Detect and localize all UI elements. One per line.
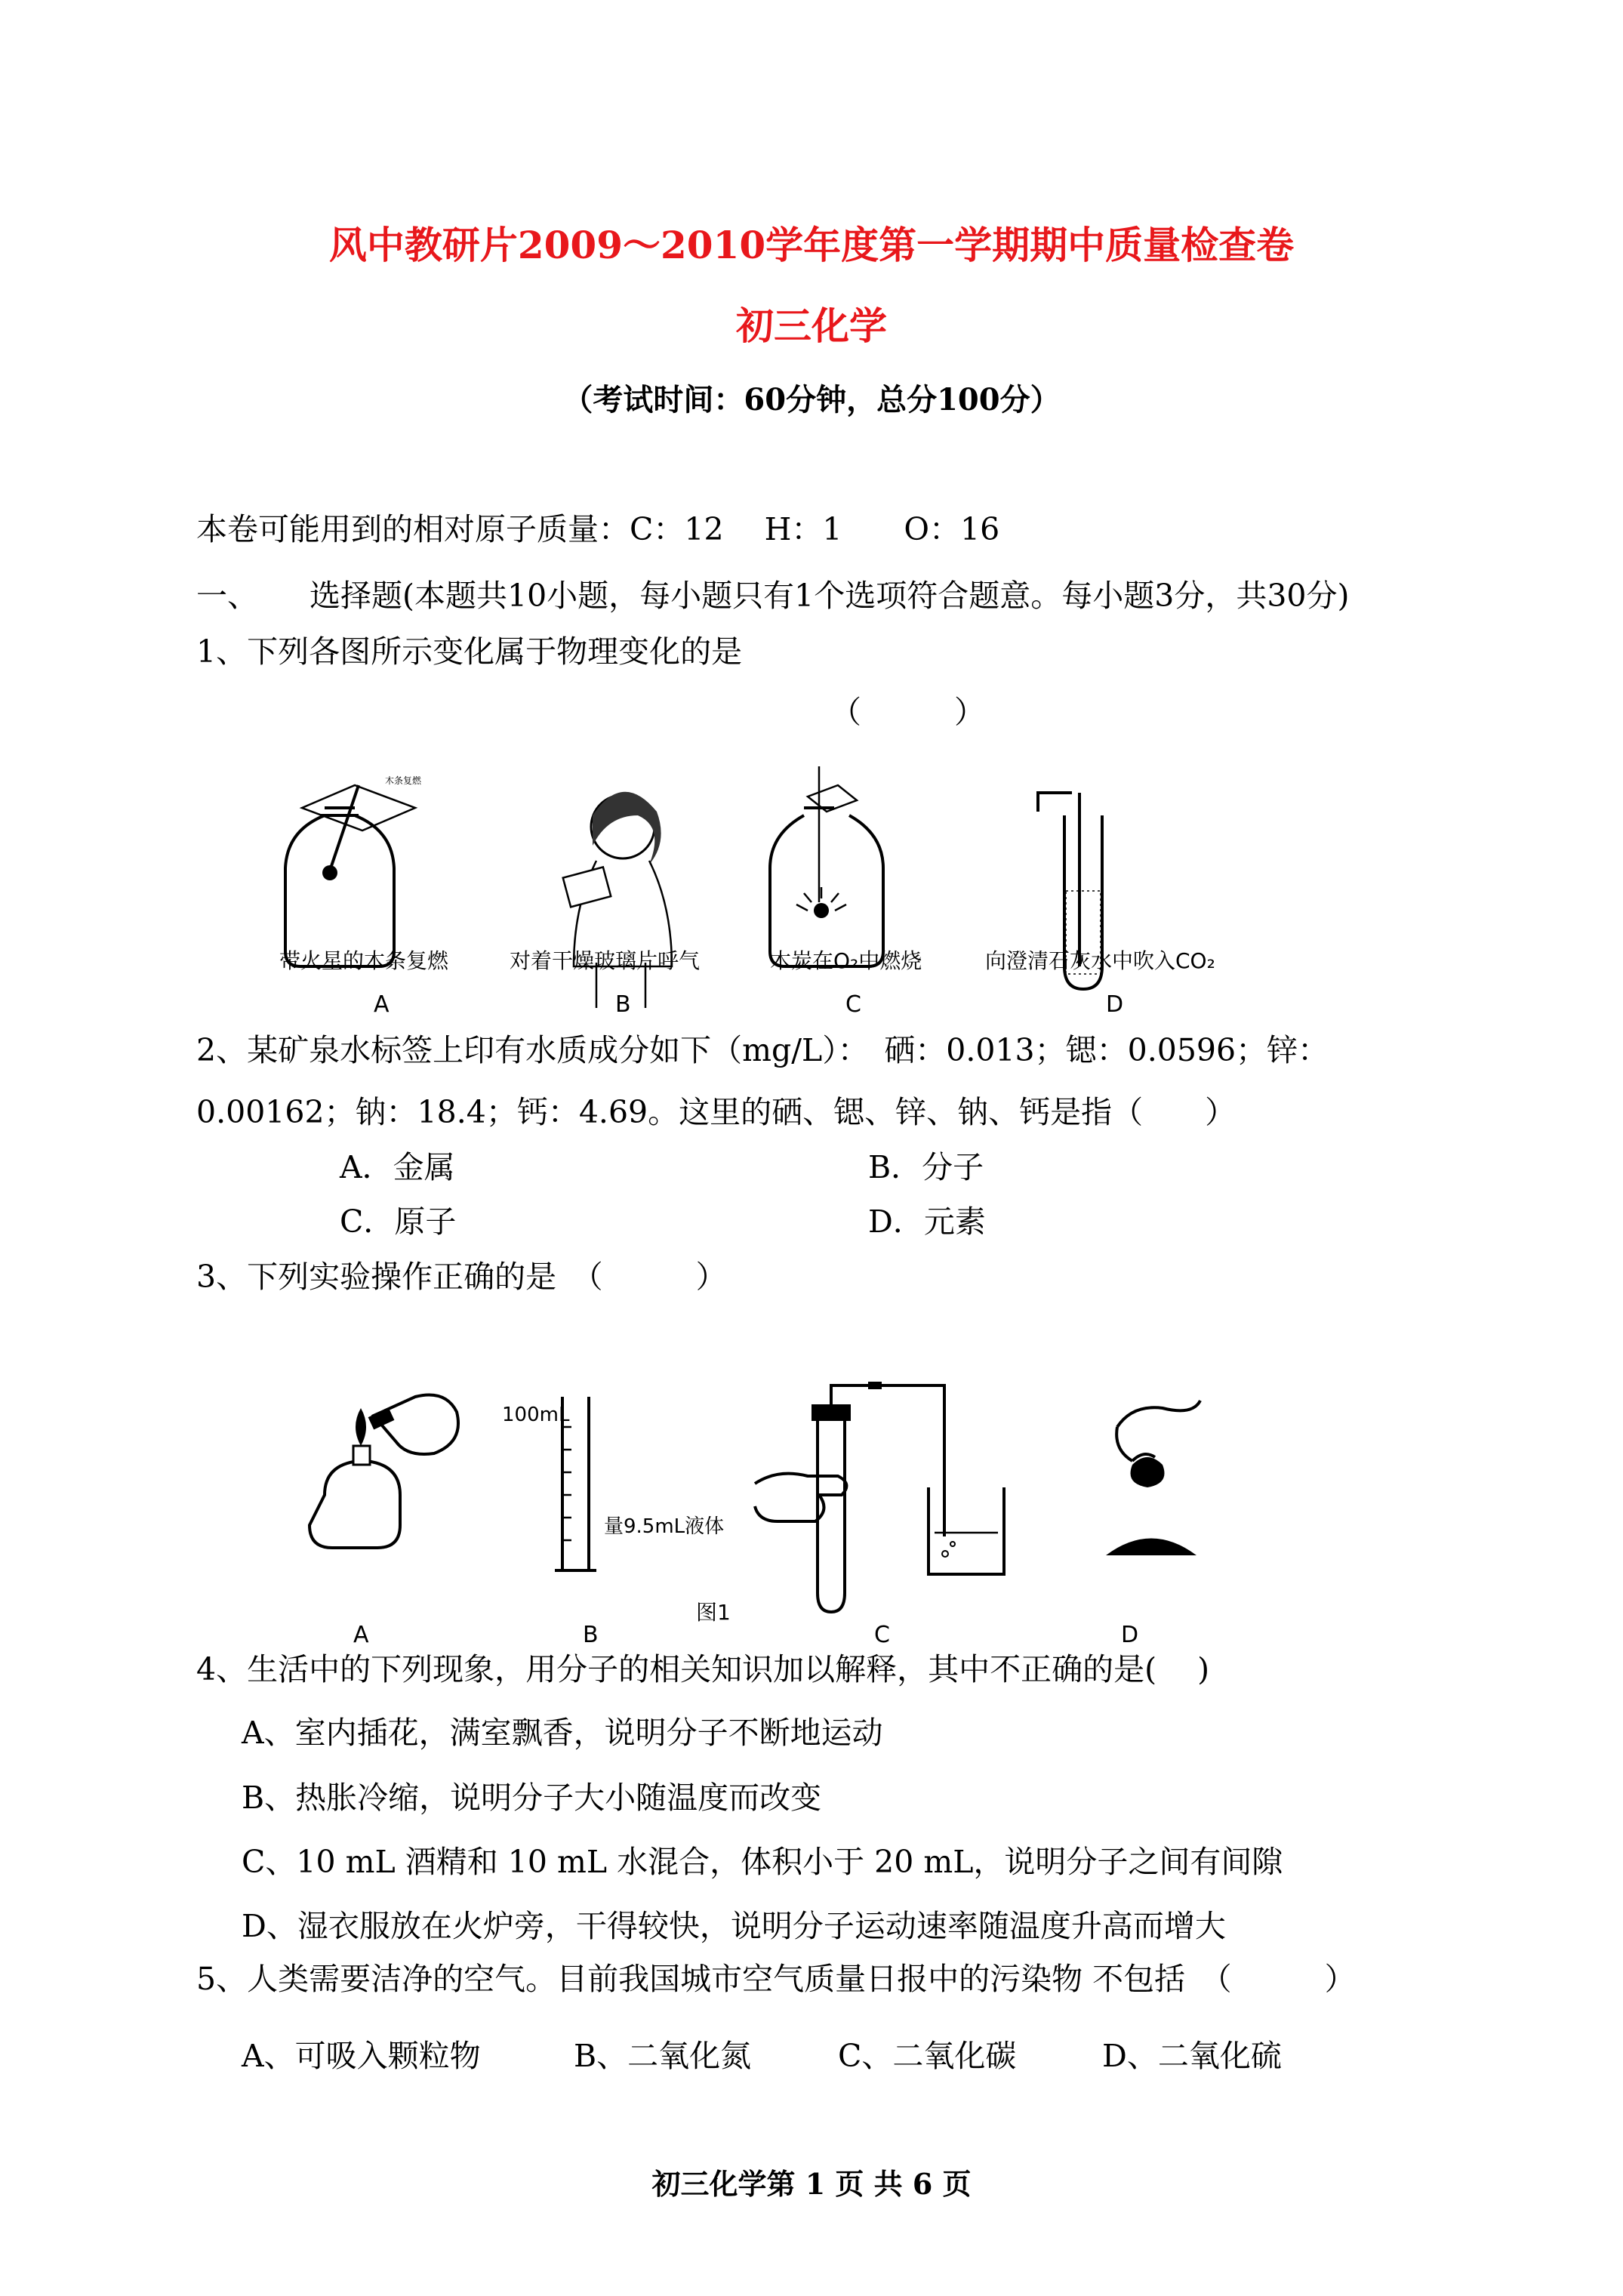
figure-a-alcohol-lamp [310,1395,458,1549]
q2-option-b: B．分子 [868,1149,984,1185]
q5-option-d: D、二氧化硫 [1102,2038,1282,2074]
figure-b-graduated-cylinder [502,1397,724,1570]
q4-stem: 4、生活中的下列现象，用分子的相关知识加以解释，其中不正确的是( ) [196,1651,1210,1687]
q1-answer-blank: （ ） [830,694,985,730]
caption-c: 木炭在O₂中燃烧 [770,948,922,973]
label-b: B [615,991,631,1018]
caption-b: 对着干燥玻璃片呼气 [510,948,701,973]
q2-option-d: D．元素 [868,1203,986,1240]
label-a: A [353,1622,369,1648]
measure-label: 量9.5mL液体 [604,1515,725,1538]
label-d: D [1106,991,1124,1018]
label-c: C [845,991,861,1018]
section-heading: 选择题(本题共10小题，每小题只有1个选项符合题意。每小题3分，共30分) [310,578,1350,614]
figure-b-girl-breathing [563,792,672,1008]
figure-c-charcoal-burning [770,766,883,966]
q3-figure [294,1382,1246,1653]
figure-a-jar-with-splint [285,775,422,966]
caption-d: 向澄清石灰水中吹入CO₂ [985,948,1215,973]
section-number: 一、 [196,578,258,614]
label-d: D [1121,1622,1139,1648]
q2-option-a: A．金属 [340,1149,455,1185]
exam-info: （考试时间：60分钟，总分100分） [562,382,1061,418]
caption-a: 带火星的木条复燃 [279,948,449,973]
figure-d-hand-with-solid [1106,1401,1200,1555]
page-footer: 初三化学第 1 页 共 6 页 [651,2167,972,2201]
q5-option-c: C、二氧化碳 [838,2038,1017,2074]
figure-c-airtightness-check [755,1382,1004,1612]
q2-line1: 2、某矿泉水标签上印有水质成分如下（mg/L）： 硒：0.013；锶：0.0596；锌： [196,1032,1329,1068]
q5-option-b: B、二氧化氮 [574,2038,752,2074]
subject-title: 初三化学 [736,304,887,348]
q4-option-d: D、湿衣服放在火炉旁，干得较快，说明分子运动速率随温度升高而增大 [242,1908,1226,1944]
q4-option-b: B、热胀冷缩，说明分子大小随温度而改变 [242,1780,822,1816]
figure-caption: 图1 [696,1600,731,1625]
q5-stem: 5、人类需要洁净的空气。目前我国城市空气质量日报中的污染物 不包括 （ ） [196,1961,1356,1997]
atomic-mass-note: 本卷可能用到的相对原子质量：C：12 H：1 O：16 [196,511,1000,547]
q4-option-c: C、10 mL 酒精和 10 mL 水混合，体积小于 20 mL，说明分子之间有间隙 [242,1844,1283,1880]
q4-option-a: A、室内插花，满室飘香，说明分子不断地运动 [242,1715,883,1751]
q3-stem: 3、下列实验操作正确的是 （ ） [196,1259,727,1295]
q5-option-a: A、可吸入颗粒物 [242,2038,481,2074]
label-c: C [874,1622,890,1648]
cylinder-volume-label: 100mL [502,1404,570,1426]
q1-stem: 1、下列各图所示变化属于物理变化的是 [196,633,743,670]
exam-title: 风中教研片2009～2010学年度第一学期期中质量检查卷 [328,223,1295,267]
q2-option-c: C．原子 [340,1203,457,1240]
label-a: A [374,991,390,1018]
tiny-label: 木条复燃 [385,775,422,786]
label-b: B [583,1622,599,1648]
q2-line2: 0.00162；钠：18.4；钙：4.69。这里的硒、锶、锌、钠、钙是指（ ） [196,1094,1236,1130]
q1-figure [249,763,1291,1019]
